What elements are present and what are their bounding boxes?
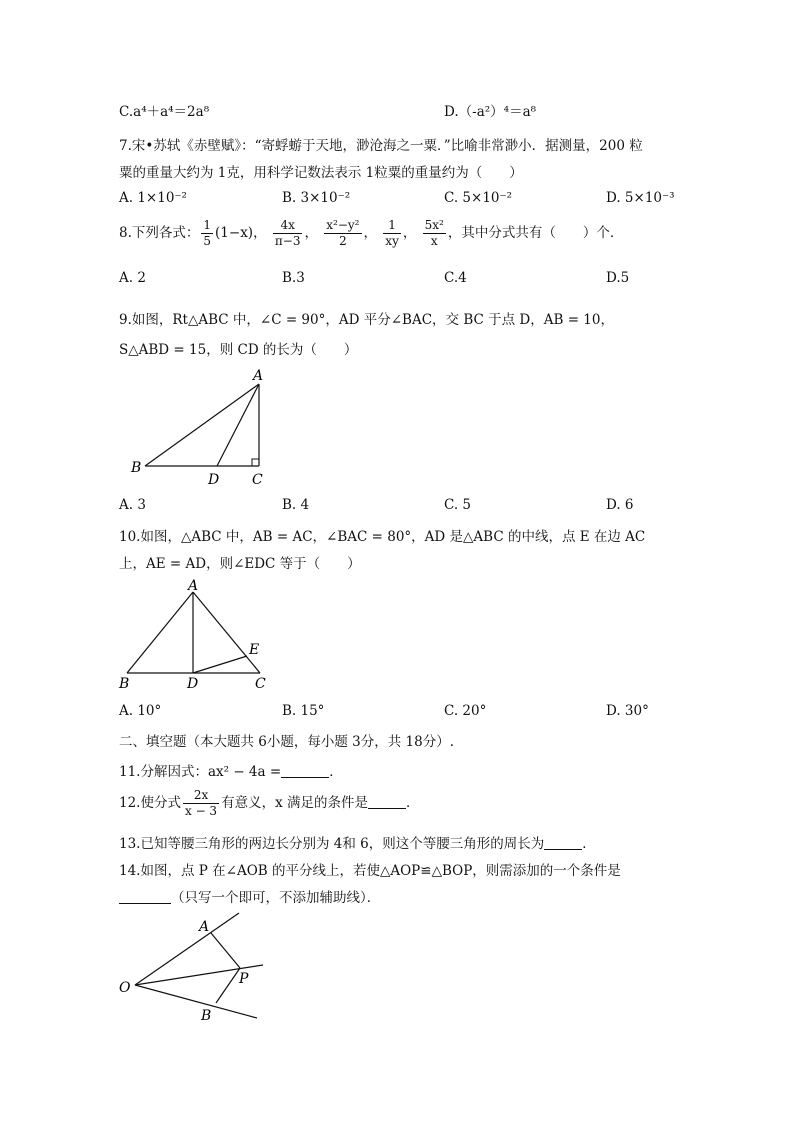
q9-label-b: B [131, 460, 142, 476]
q13-stem [119, 832, 596, 852]
q13-answer-blank[interactable] [544, 837, 582, 850]
q8-suffix: ，其中分式共有（ ）个． [447, 225, 624, 241]
q9-option-c: C. 5 [444, 497, 472, 513]
section-2-heading: 二、填空题（本大题共 6小题，每小题 3分，共 18分）. [119, 734, 455, 750]
q14-label-b: B [201, 1008, 212, 1024]
q11-suffix: ． [329, 764, 343, 780]
q8-option-c: C.4 [444, 270, 467, 286]
q12-middle: 有意义，x 满足的条件是 [221, 795, 368, 811]
q10-label-d: D [187, 676, 199, 692]
q8-stem: 8.下列各式： $\frac{1}{5}$ (1−x)， $\frac{4x}{\pi-3}$ ， $\frac{\text{x²−y²}}{2}$ ， $\frac{1}{xy}$ ， $\frac{\text{5x²}}{x}$ ，其中分式共有（ ）个． [119, 218, 624, 248]
q9-stem-line2: S△ABD = 15，则 CD 的长为（ ） [119, 342, 358, 358]
q9-right-triangle-figure [120, 360, 290, 490]
q7-option-d: D. 5×10⁻³ [606, 190, 675, 206]
q14-label-a: A [199, 919, 210, 935]
q7-stem-line2: 粟的重量大约为 1克，用科学记数法表示 1粒粟的重量约为（ ） [119, 165, 523, 181]
q11-stem [119, 760, 343, 780]
q8-fraction-1-tail: (1−x)， [215, 225, 267, 241]
q10-label-c: C [255, 676, 266, 692]
q10-option-b: B. 15° [282, 703, 325, 719]
q6-option-c: C.a⁴＋a⁴＝2a⁸ [119, 104, 210, 120]
q12-fraction: $\frac{2x}{x - 3}$ [184, 788, 218, 818]
q8-fraction-5: $\frac{\text{5x²}}{x}$ [424, 218, 444, 248]
q8-fraction-4: $\frac{1}{xy}$ [385, 218, 399, 248]
q9-label-d: D [208, 472, 220, 488]
q7-option-b: B. 3×10⁻² [282, 190, 351, 206]
q8-fraction-1: $\frac{1}{5}$ [203, 218, 212, 248]
q8-fraction-3: $\frac{\text{x²−y²}}{2}$ [326, 218, 360, 248]
q14-answer-blank[interactable] [119, 891, 171, 904]
q9-label-a: A [253, 368, 264, 384]
q10-label-b: B [119, 676, 130, 692]
q10-stem-line2: 上，AE = AD，则∠EDC 等于（ ） [119, 556, 361, 572]
q10-stem-line1: 10.如图，△ABC 中，AB = AC，∠BAC = 80°，AD 是△ABC 的中线，点 E 在边 AC [119, 529, 646, 545]
q10-option-d: D. 30° [606, 703, 649, 719]
q10-option-c: C. 20° [444, 703, 487, 719]
q12-suffix: ． [405, 795, 420, 811]
q14-stem-line2-text: （只写一个即可，不添加辅助线）． [171, 890, 381, 906]
q7-option-a: A. 1×10⁻² [119, 190, 187, 206]
q14-label-o: O [119, 980, 131, 996]
q9-option-a: A. 3 [119, 497, 146, 513]
q14-stem-line1: 14.如图，点 P 在∠AOB 的平分线上，若使△AOP≌△BOP，则需添加的一个条件是 [119, 863, 621, 879]
q10-option-a: A. 10° [119, 703, 162, 719]
q14-label-p: P [239, 971, 249, 987]
q13-text: 13.已知等腰三角形的两边长分别为 4和 6，则这个等腰三角形的周长为 [119, 836, 545, 852]
q11-prefix: 11.分解因式：ax² − 4a = [119, 764, 282, 780]
q10-label-e: E [249, 642, 260, 658]
q7-option-c: C. 5×10⁻² [444, 190, 513, 206]
q8-prefix: 8.下列各式： [119, 225, 200, 241]
q7-stem-line1: 7.宋•苏轼《赤壁赋》：“寄蜉蝣于天地，渺沧海之一粟．”比喻非常渺小．据测量，200 粒 [119, 138, 643, 154]
q9-label-c: C [252, 472, 263, 488]
q8-option-d: D.5 [606, 270, 630, 286]
q13-suffix: ． [582, 836, 596, 852]
q14-stem-line2 [119, 886, 380, 906]
q8-option-a: A. 2 [119, 270, 146, 286]
q12-prefix: 12.使分式 [119, 795, 181, 811]
q12-answer-blank[interactable] [368, 796, 406, 809]
q11-answer-blank[interactable] [281, 765, 329, 778]
q9-option-d: D. 6 [606, 497, 634, 513]
q9-option-b: B. 4 [282, 497, 310, 513]
q10-isosceles-triangle-figure [115, 578, 285, 693]
q8-fraction-2: $\frac{4x}{\pi-3}$ [274, 218, 301, 248]
q6-option-d: D.（-a²）⁴＝a⁸ [444, 104, 537, 120]
q14-angle-bisector-figure [115, 905, 275, 1030]
q9-stem-line1: 9.如图，Rt△ABC 中，∠C = 90°，AD 平分∠BAC，交 BC 于点 D，AB = 10， [119, 312, 614, 328]
q10-label-a: A [188, 578, 199, 594]
q8-option-b: B.3 [282, 270, 305, 286]
q12-stem [119, 788, 419, 819]
